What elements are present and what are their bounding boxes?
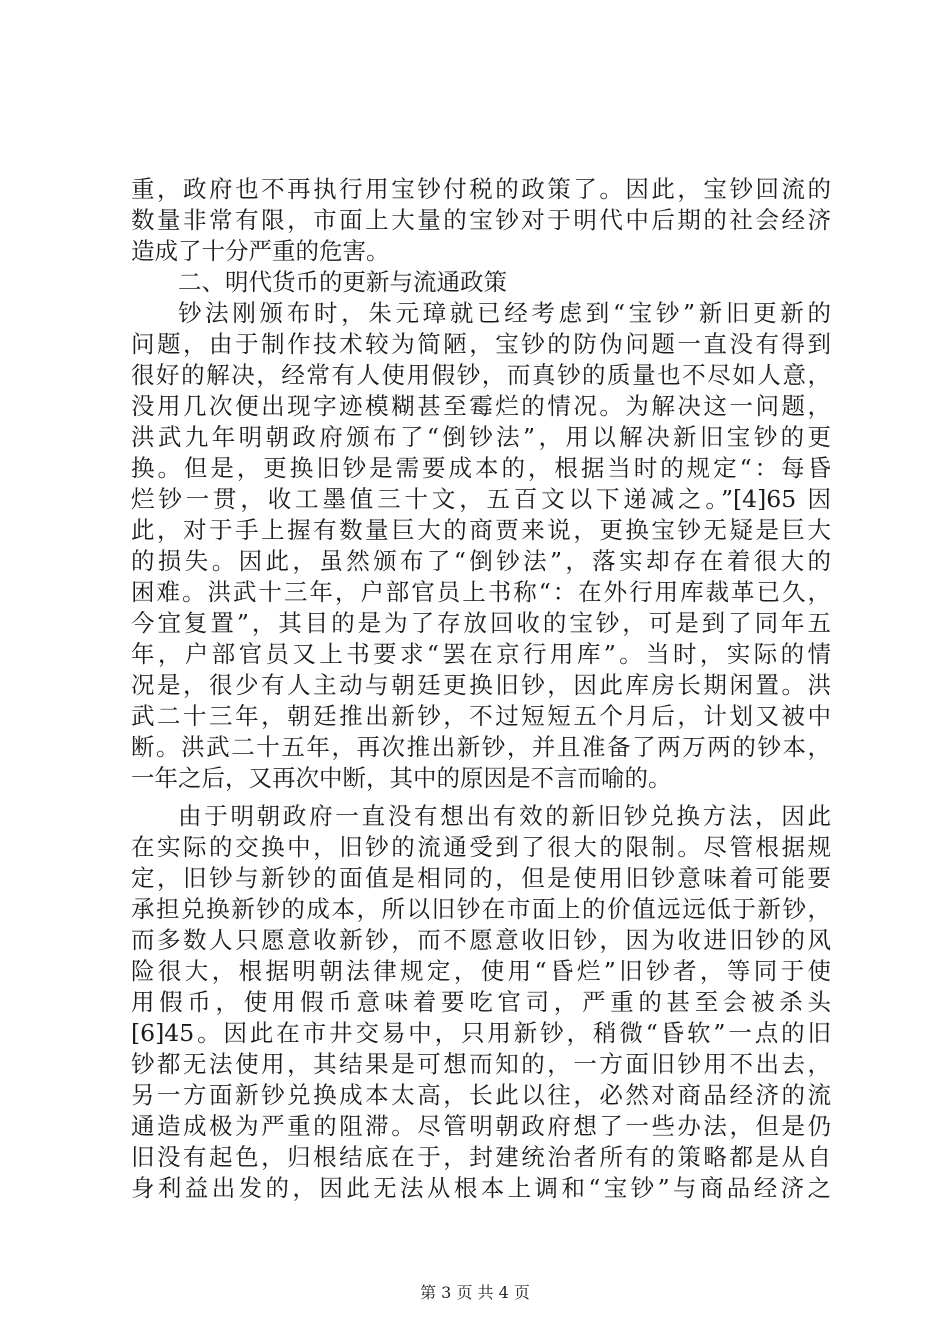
text-line: 在实际的交换中，旧钞的流通受到了很大的限制。尽管根据规	[131, 833, 831, 861]
text-line: 今宜复置”，其目的是为了存放回收的宝钞，可是到了同年五	[131, 609, 831, 637]
text-line: 钞都无法使用，其结果是可想而知的，一方面旧钞用不出去，	[131, 1050, 831, 1078]
text-line: 而多数人只愿意收新钞，而不愿意收旧钞，因为收进旧钞的风	[131, 926, 831, 954]
text-line: 很好的解决，经常有人使用假钞，而真钞的质量也不尽如人意，	[131, 361, 831, 389]
body-text	[131, 174, 831, 1204]
text-line: 钞法刚颁布时，朱元璋就已经考虑到“宝钞”新旧更新的	[178, 299, 831, 327]
text-line: 武二十三年，朝廷推出新钞，不过短短五个月后，计划又被中	[131, 702, 831, 730]
text-line: 另一方面新钞兑换成本太高，长此以往，必然对商品经济的流	[131, 1081, 831, 1109]
text-line: 用假币，使用假币意味着要吃官司，严重的甚至会被杀头	[131, 988, 831, 1016]
text-line: 没用几次便出现字迹模糊甚至霉烂的情况。为解决这一问题，	[131, 392, 831, 420]
text-line: 造成了十分严重的危害。	[131, 237, 390, 265]
page-footer: 第 3 页 共 4 页	[420, 1283, 530, 1302]
text-line: 困难。洪武十三年，户部官员上书称“：在外行用库裁革已久，	[131, 578, 831, 606]
text-line: 况是，很少有人主动与朝廷更换旧钞，因此库房长期闲置。洪	[131, 671, 831, 699]
text-line: 数量非常有限，市面上大量的宝钞对于明代中后期的社会经济	[131, 206, 831, 234]
text-line: 洪武九年明朝政府颁布了“倒钞法”，用以解决新旧宝钞的更	[131, 423, 831, 451]
text-line: 旧没有起色，归根结底在于，封建统治者所有的策略都是从自	[131, 1143, 831, 1171]
text-line: 年，户部官员又上书要求“罢在京行用库”。当时，实际的情	[131, 640, 831, 668]
text-line: 承担兑换新钞的成本，所以旧钞在市面上的价值远远低于新钞，	[131, 895, 831, 923]
text-line: 通造成极为严重的阻滞。尽管明朝政府想了一些办法，但是仍	[131, 1112, 831, 1140]
text-line: 此，对于手上握有数量巨大的商贾来说，更换宝钞无疑是巨大	[131, 516, 831, 544]
text-line: 换。但是，更换旧钞是需要成本的，根据当时的规定“：每昏	[131, 454, 831, 482]
text-line: 由于明朝政府一直没有想出有效的新旧钞兑换方法，因此	[178, 802, 831, 830]
text-line: 重，政府也不再执行用宝钞付税的政策了。因此，宝钞回流的	[131, 175, 831, 203]
text-line: 身利益出发的，因此无法从根本上调和“宝钞”与商品经济之	[131, 1174, 831, 1202]
text-line: 的损失。因此，虽然颁布了“倒钞法”，落实却存在着很大的	[131, 547, 831, 575]
paragraph-gap	[131, 794, 831, 801]
text-line: 烂钞一贯，收工墨值三十文，五百文以下递减之。”[4]65 因	[131, 485, 831, 513]
text-line: 定，旧钞与新钞的面值是相同的，但是使用旧钞意味着可能要	[131, 864, 831, 892]
section-heading: 二、明代货币的更新与流通政策	[178, 268, 507, 296]
text-line: 问题，由于制作技术较为简陋，宝钞的防伪问题一直没有得到	[131, 330, 831, 358]
text-line: 断。洪武二十五年，再次推出新钞，并且准备了两万两的钞本，	[131, 733, 831, 761]
text-line: 一年之后，又再次中断，其中的原因是不言而喻的。	[131, 764, 672, 792]
text-line: [6]45。因此在市井交易中，只用新钞，稍微“昏软”一点的旧	[131, 1019, 831, 1047]
text-line: 险很大，根据明朝法律规定，使用“昏烂”旧钞者，等同于使	[131, 957, 831, 985]
